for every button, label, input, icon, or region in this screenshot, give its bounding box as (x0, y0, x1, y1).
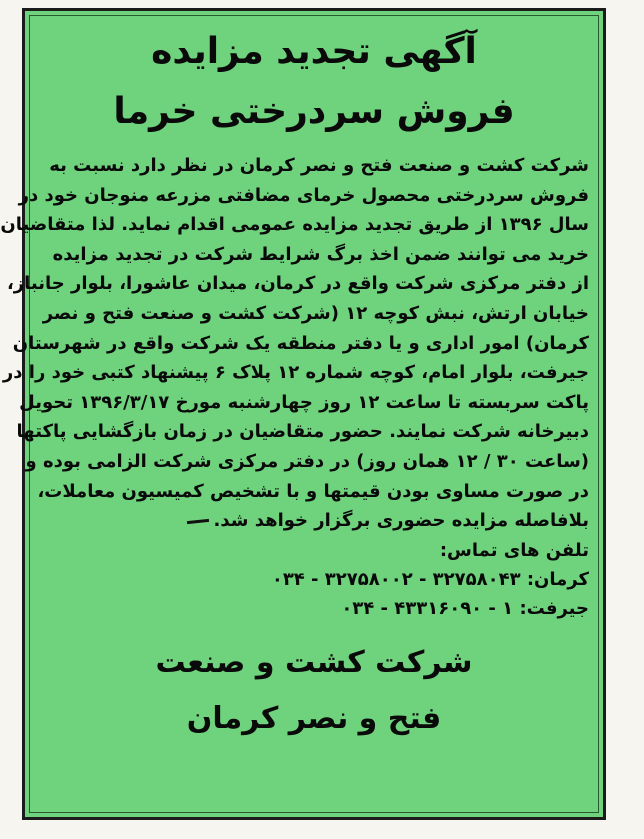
contact-numbers: ۰۳۴ - ۴۳۳۱۶۰۹۰ - ۱ (341, 597, 514, 619)
body-line-last: بلافاصله مزایده حضوری برگزار خواهد شد. (39, 506, 589, 536)
auction-notice-box (0, 8, 606, 820)
body-line: دبیرخانه شرکت نمایند. حضور متقاضیان در زمان بازگشایی پاکتها (16, 421, 589, 443)
notice-title: آگهی تجدید مزایده (151, 31, 477, 72)
body-line: پاکت سربسته تا ساعت ۱۲ روز چهارشنبه مورخ ۱۳۹۶/۳/۱۷ تحویل (19, 391, 589, 413)
contact-kerman (39, 565, 589, 594)
body-line: کرمان) امور اداری و یا دفتر منطقه یک شرکت واقع در شهرستان (12, 332, 589, 354)
contact-label: جیرفت: (519, 597, 589, 619)
body-line: شرکت کشت و صنعت فتح و نصر کرمان در نظر دارد نسبت به (49, 155, 589, 176)
notice-subtitle: فروش سردرختی خرما (113, 91, 515, 132)
contact-numbers: ۰۳۴ - ۳۲۷۵۸۰۰۲ - ۳۲۷۵۸۰۴۳ (271, 568, 521, 590)
signature-line-2: فتح و نصر کرمان (186, 700, 442, 736)
body-line: (ساعت ۳۰ / ۱۲ همان روز) در دفتر مرکزی شرکت الزامی بوده و (25, 450, 589, 472)
contact-label: کرمان: (526, 568, 589, 590)
body-line: فروش سردرختی محصول خرمای مضافتی مزرعه منوجان خود در (18, 184, 589, 206)
contact-jiroft (39, 594, 589, 623)
notice-content (0, 21, 589, 743)
body-line: از دفتر مرکزی شرکت واقع در کرمان، میدان عاشورا، بلوار جانباز، (6, 273, 589, 295)
ink-mark (187, 518, 209, 523)
contact-heading: تلفن های تماس: (439, 539, 589, 561)
body-line: خیابان ارتش، نبش کوچه ۱۲ (شرکت کشت و صنعت فتح و نصر (42, 302, 589, 324)
body-line: در صورت مساوی بودن قیمتها و با تشخیص کمیسیون معاملات، (37, 480, 589, 502)
notice-body (0, 151, 589, 536)
body-line: سال ۱۳۹۶ از طریق تجدید مزایده عمومی اقدام نماید. لذا متقاضیان (0, 214, 589, 236)
body-line: خرید می توانند ضمن اخذ برگ شرایط شرکت در تجدید مزایده (52, 243, 589, 265)
signature-line-1: شرکت کشت و صنعت (155, 644, 473, 680)
body-line: جیرفت، بلوار امام، کوچه شماره ۱۲ پلاک ۶ پیشنهاد کتبی خود را در (2, 362, 589, 384)
